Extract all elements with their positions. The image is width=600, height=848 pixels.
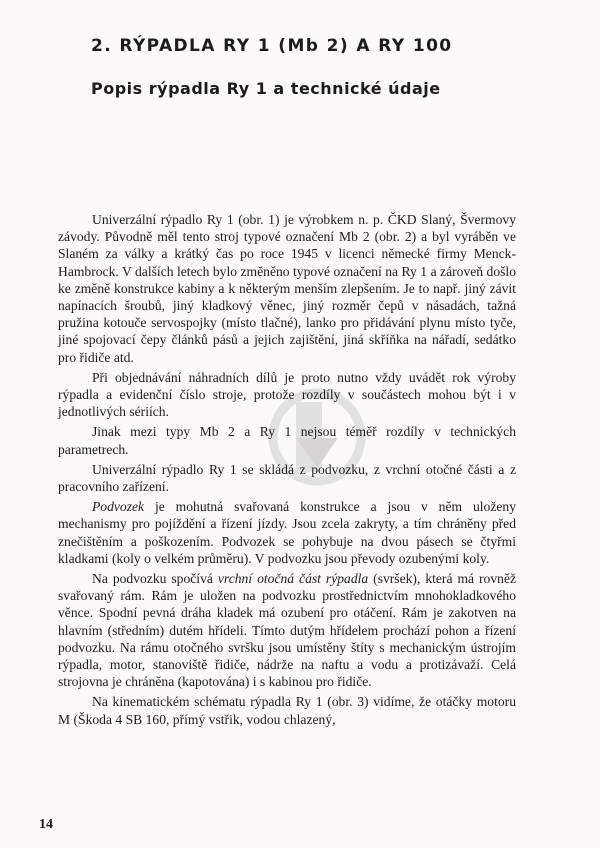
paragraph: Univerzální rýpadlo Ry 1 (obr. 1) je výrobkem n. p. ČKD Slaný, Švermovy závody. Původně měl tento stroj typové označení Mb 2 (obr. 2) a byl vyráběn ve Slaném za války a krátký čas po roce 1945 v licenci německé firmy Menck-Hambrock. V dalších letech bylo změněno typové označení na Ry 1 a zároveň došlo ke změně konstrukce kabiny a k některým menším zlepšením. Je to např. jiný závit napínacích šroubů, jiný kladkový věnec, jiný rozměr čepů v násadách, tažná pružina kotouče servospojky (místo tlačné), lanko pro přidávání plynu místo tyče, jiné spojovací čepy článků pásů a jejich zajištění, jiná skříňka na nářadí, sedátko pro řidiče atd. xyxy=(58,212,516,365)
emphasis-term: vrchní otočná část rýpadla xyxy=(217,571,369,587)
paragraph: Při objednávání náhradních dílů je proto nutno vždy uvádět rok výroby rýpadla a evidenční číslo stroje, protože rozdíly v součástech mohou být i v jednotlivých sériích. xyxy=(58,369,516,420)
paragraph-text: Na podvozku spočívá xyxy=(92,571,218,587)
paragraph-text: je mohutná svařovaná konstrukce a jsou v něm uloženy mechanismy pro pojíždění a řízení jízdy. Jsou zcela zakryty, a tím chráněny před znečištěním a poškozením. Podvozek se pohybuje na dvou pásech se čtyřmi kladkami (koly o velkém průměru). V podvozku jsou převody ozubenými koly. xyxy=(58,499,516,566)
page-number: 14 xyxy=(39,817,53,832)
paragraph: Univerzální rýpadlo Ry 1 se skládá z podvozku, z vrchní otočné části a z pracovního zařízení. xyxy=(58,461,516,495)
body-text xyxy=(58,211,516,728)
paragraph-text: (svršek), která má rovněž svařovaný rám. Rám je uložen na podvozku prostřednictvím mnohokladkového věnce. Spodní pevná dráha kladek má ozubení pro otáčení. Rám je zakotven na hlavním (středním) dutém hřídeli. Tímto dutým hřídelem prochází pohon a řízení podvozku. Na rámu otočného svršku jsou umístěny štíty s mechanickým ústrojím rýpadla, motor, stanoviště řidiče, nádrže na naftu a vodu a protizávaží. Celá strojovna je chráněna (kapotována) i s kabinou pro řidiče. xyxy=(58,571,517,690)
chapter-heading: 2. RÝPADLA RY 1 (Mb 2) A RY 100 xyxy=(91,36,453,56)
section-heading: Popis rýpadla Ry 1 a technické údaje xyxy=(91,79,441,98)
paragraph xyxy=(58,570,516,690)
paragraph: Jinak mezi typy Mb 2 a Ry 1 nejsou téměř rozdíly v technických parametrech. xyxy=(58,424,516,457)
emphasis-term: Podvozek xyxy=(92,499,145,515)
paragraph: Na kinematickém schématu rýpadla Ry 1 (obr. 3) vidíme, že otáčky motoru M (Škoda 4 SB 160, přímý vstřik, vodou chlazený, xyxy=(58,694,516,727)
paragraph xyxy=(58,498,516,567)
